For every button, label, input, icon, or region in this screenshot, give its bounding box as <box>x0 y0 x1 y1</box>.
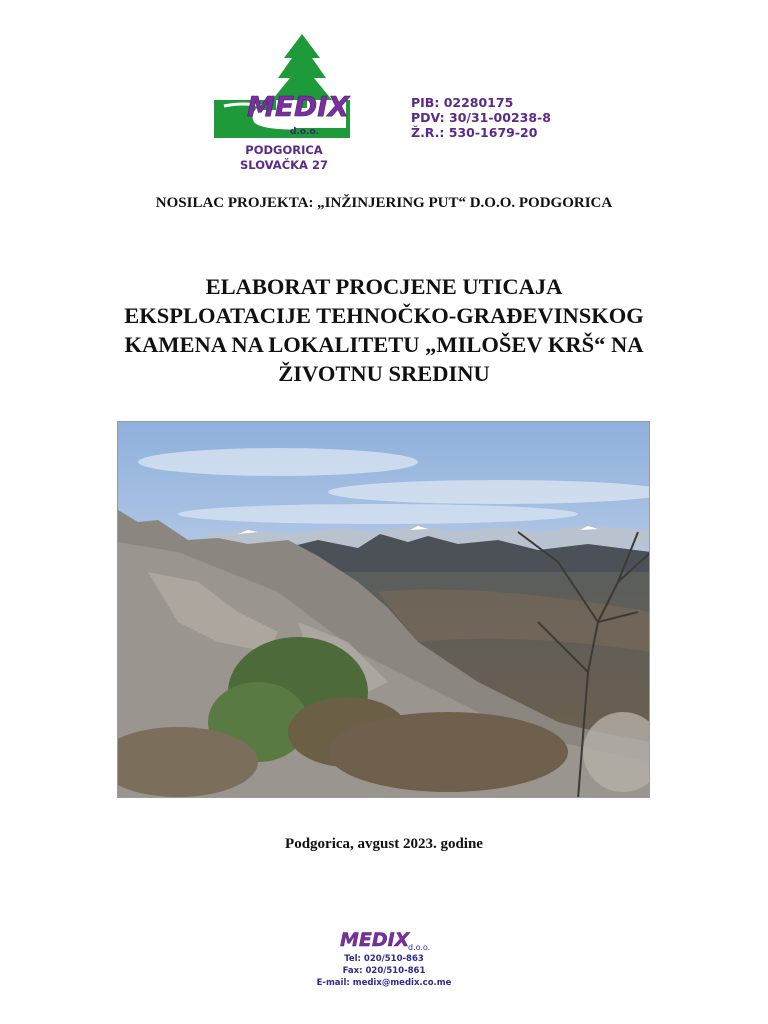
footer-suffix: d.o.o. <box>408 943 431 952</box>
footer-tel: Tel: 020/510-863 <box>344 954 424 964</box>
project-holder: NOSILAC PROJEKTA: „INŽINJERING PUT“ D.O.O. PODGORICA <box>155 195 613 211</box>
footer-fax: Fax: 020/510-861 <box>342 966 426 976</box>
title-line: ELABORAT PROCJENE UTICAJA <box>205 274 563 299</box>
title-line: KAMENA NA LOKALITETU „MILOŠEV KRŠ“ NA <box>124 332 644 357</box>
document-title <box>84 272 684 388</box>
address-street: SLOVAČKA 27 <box>240 158 328 172</box>
pib: PIB: 02280175 <box>411 95 514 110</box>
place-date: Podgorica, avgust 2023. godine <box>285 836 483 852</box>
footer-brand: MEDIX <box>340 929 410 951</box>
address-city: PODGORICA <box>245 143 323 157</box>
company-ids <box>411 95 551 140</box>
bank-account: Ž.R.: 530-1679-20 <box>411 125 538 140</box>
pdv: PDV: 30/31-00238-8 <box>411 110 551 125</box>
landscape-photo <box>117 421 650 798</box>
logo-brand: MEDIX <box>247 90 350 123</box>
footer-contacts <box>0 953 768 989</box>
footer-email: E-mail: medix@medix.co.me <box>316 978 452 988</box>
medix-footer-logo <box>338 926 438 952</box>
logo-address <box>214 143 354 173</box>
logo-suffix: d.o.o. <box>290 127 320 137</box>
title-line: ŽIVOTNU SREDINU <box>278 361 490 386</box>
title-line: EKSPLOATACIJE TEHNOČKO-GRAĐEVINSKOG <box>124 303 644 328</box>
